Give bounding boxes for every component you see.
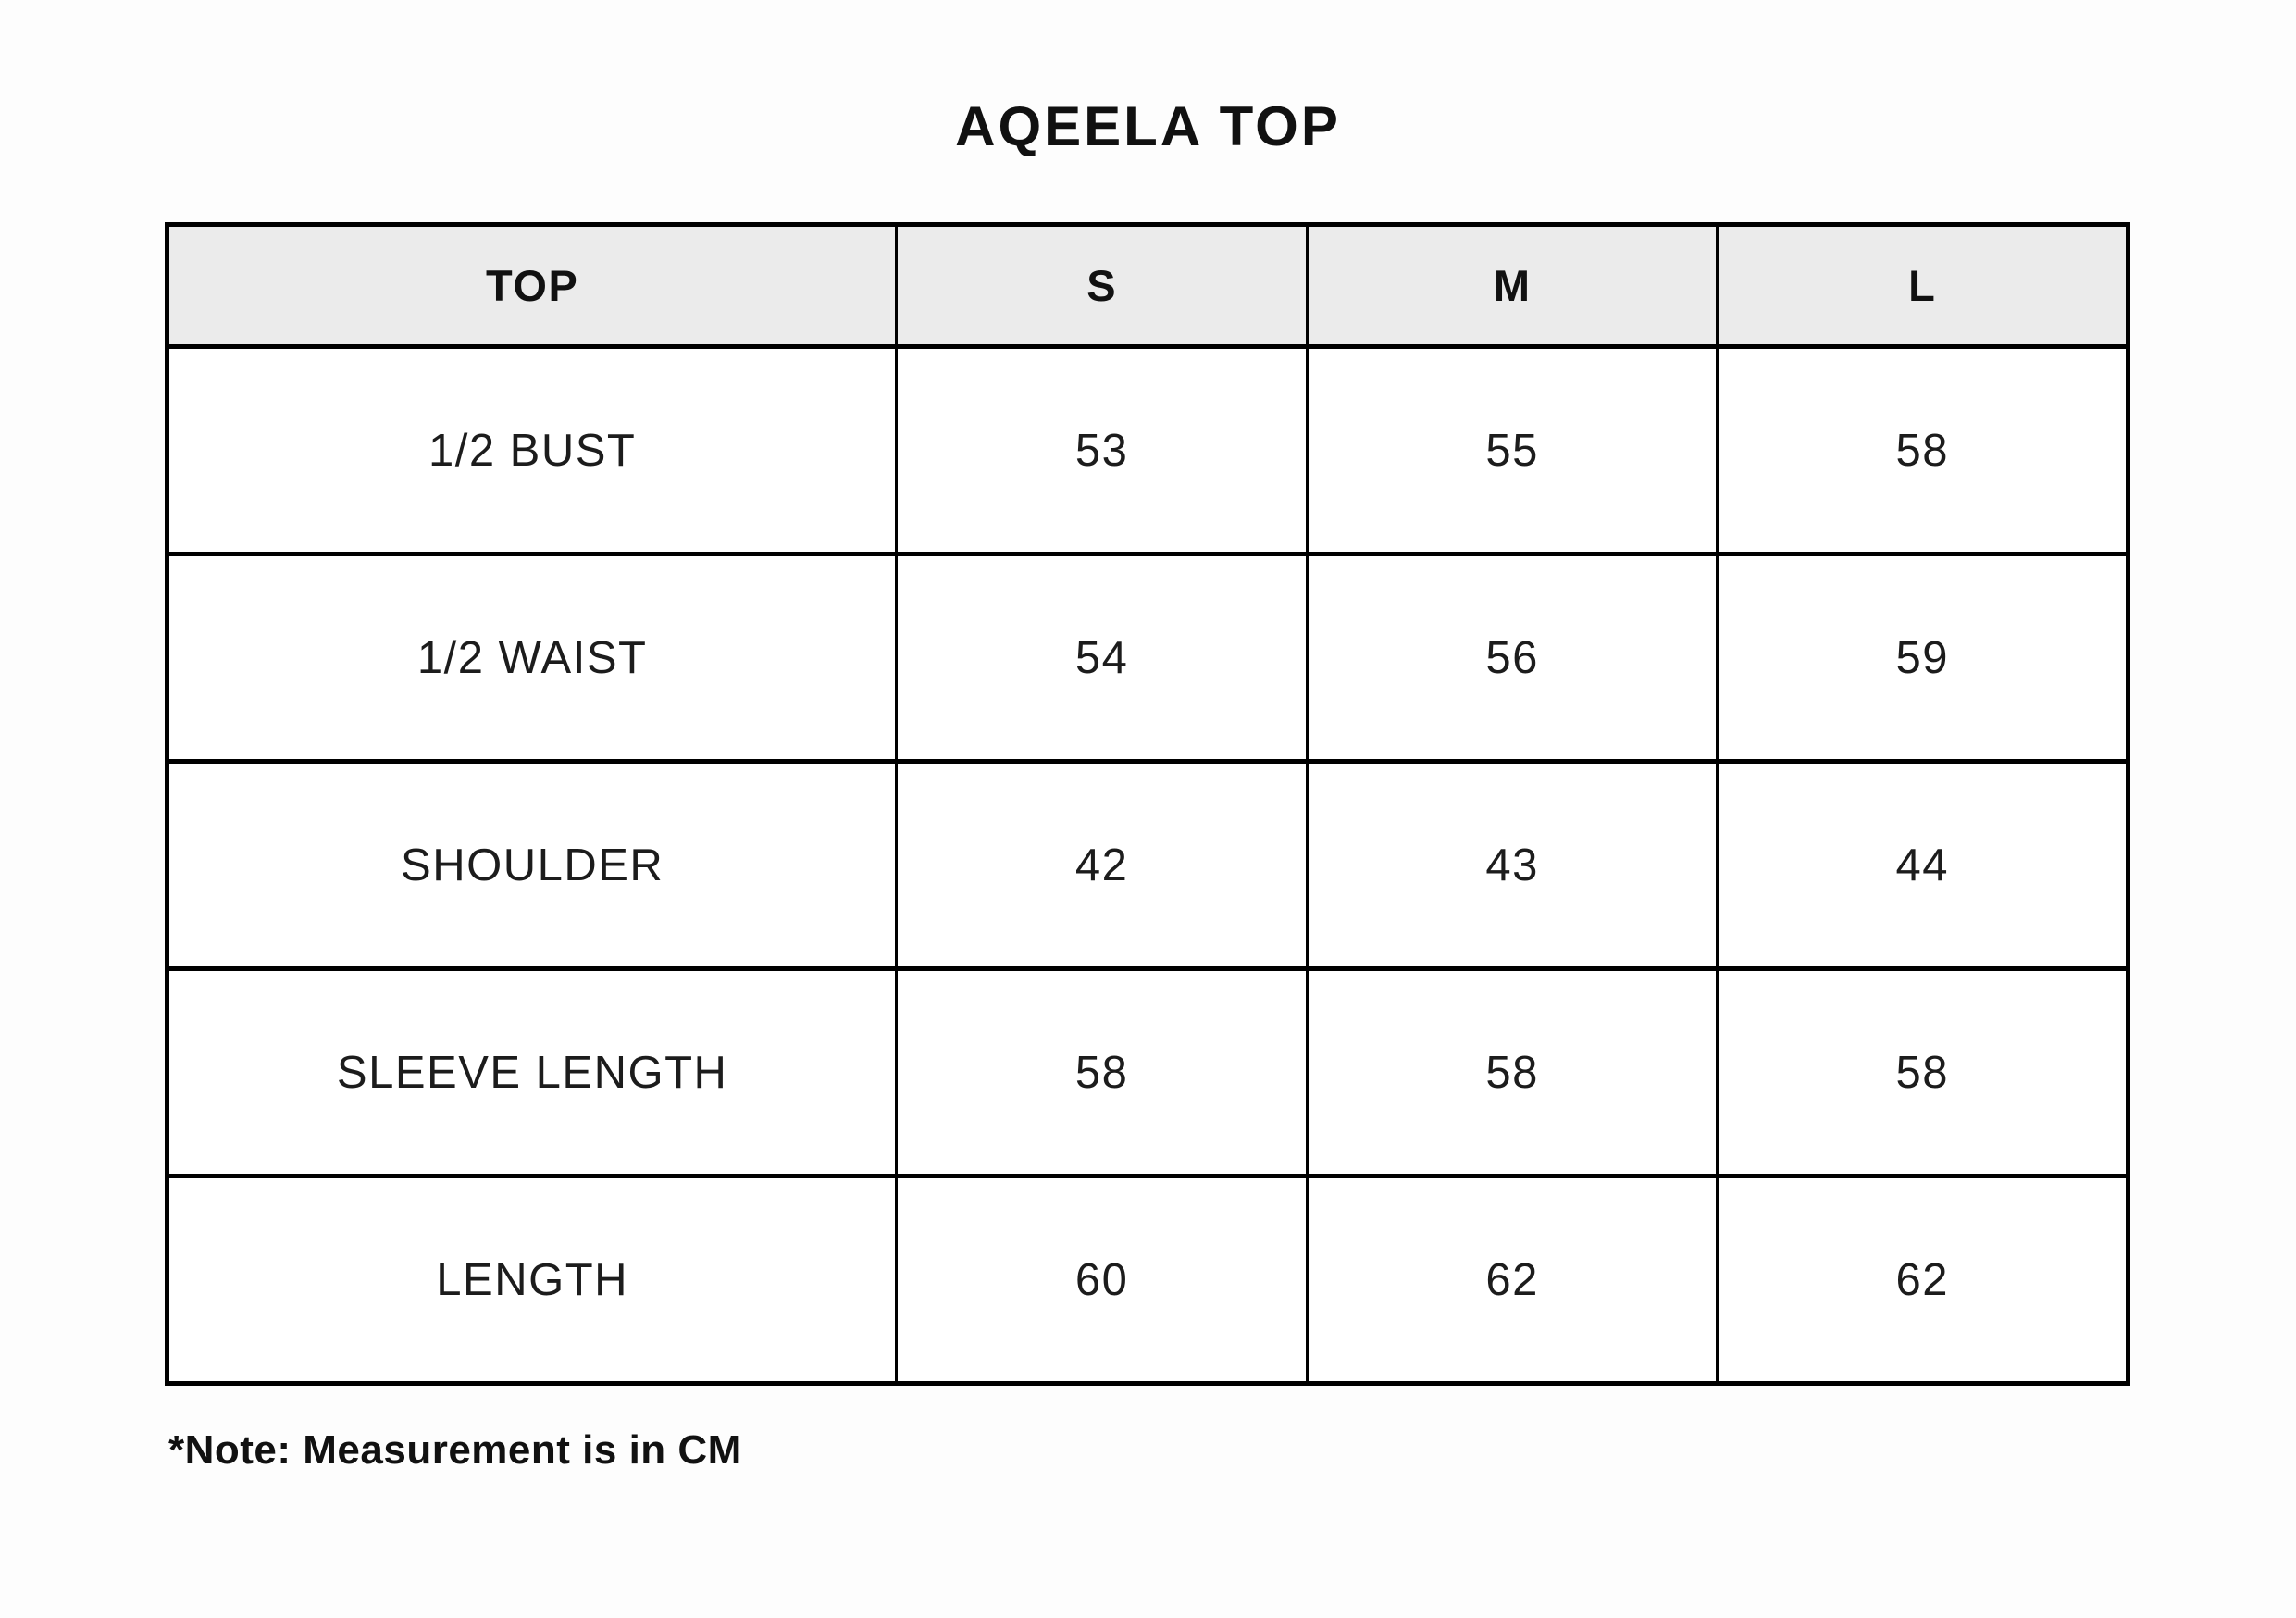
cell-value: 62 — [1718, 1176, 2128, 1384]
column-header-s: S — [897, 225, 1308, 347]
table-row — [168, 762, 2128, 969]
row-label: 1/2 BUST — [168, 347, 897, 554]
cell-value: 62 — [1307, 1176, 1718, 1384]
column-header-l: L — [1718, 225, 2128, 347]
cell-value: 58 — [897, 969, 1308, 1176]
cell-value: 42 — [897, 762, 1308, 969]
cell-value: 58 — [1718, 347, 2128, 554]
column-header-m: M — [1307, 225, 1718, 347]
table-row — [168, 347, 2128, 554]
measurement-note: *Note: Measurement is in CM — [168, 1427, 742, 1473]
row-label: LENGTH — [168, 1176, 897, 1384]
cell-value: 53 — [897, 347, 1308, 554]
cell-value: 60 — [897, 1176, 1308, 1384]
size-chart-table — [165, 222, 2130, 1386]
row-label: SLEEVE LENGTH — [168, 969, 897, 1176]
cell-value: 56 — [1307, 554, 1718, 762]
page-title: AQEELA TOP — [955, 95, 1341, 157]
cell-value: 44 — [1718, 762, 2128, 969]
header-row — [168, 225, 2128, 347]
row-label: 1/2 WAIST — [168, 554, 897, 762]
table-row — [168, 554, 2128, 762]
cell-value: 43 — [1307, 762, 1718, 969]
cell-value: 59 — [1718, 554, 2128, 762]
cell-value: 58 — [1718, 969, 2128, 1176]
table-row — [168, 1176, 2128, 1384]
cell-value: 55 — [1307, 347, 1718, 554]
cell-value: 54 — [897, 554, 1308, 762]
table-row — [168, 969, 2128, 1176]
cell-value: 58 — [1307, 969, 1718, 1176]
row-label: SHOULDER — [168, 762, 897, 969]
column-header-top: TOP — [168, 225, 897, 347]
